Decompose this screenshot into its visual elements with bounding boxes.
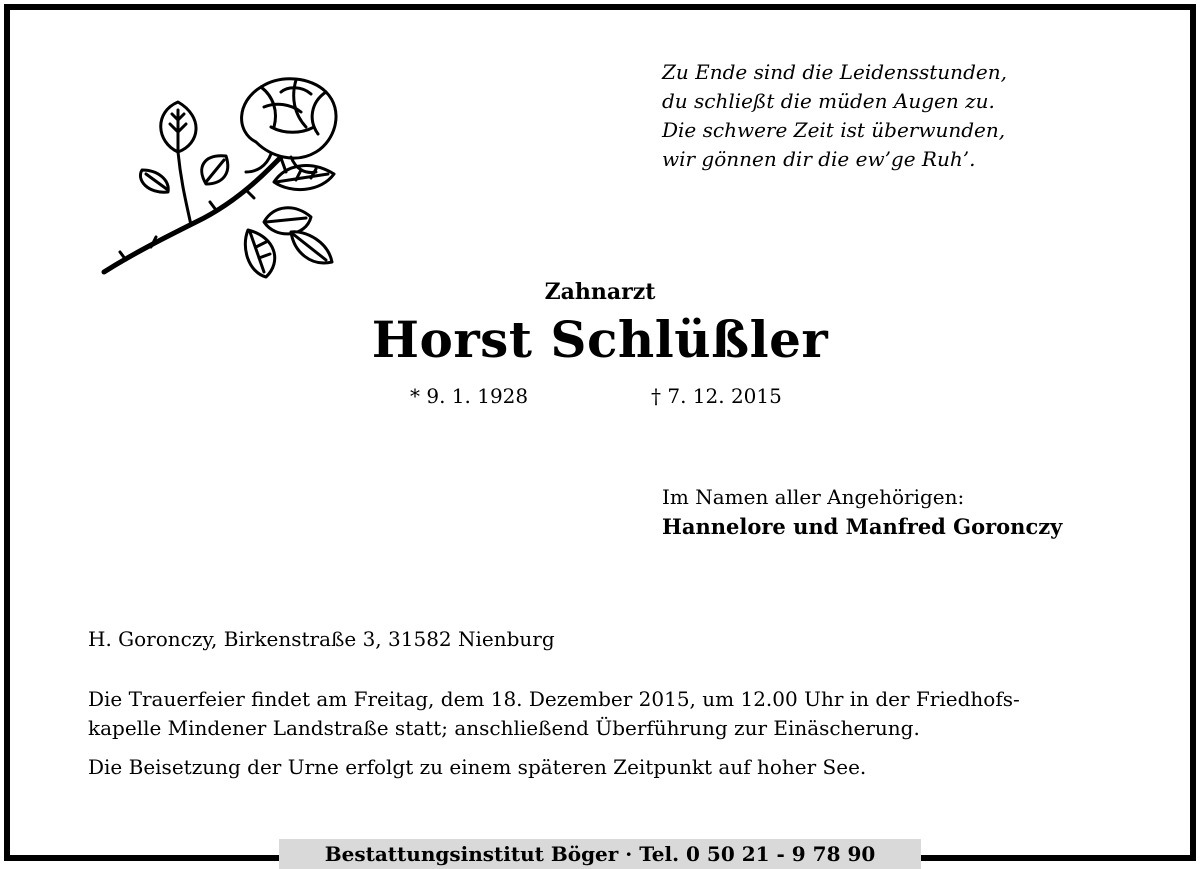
service-line: Die Trauerfeier findet am Freitag, dem 18. Dezember 2015, um 12.00 Uhr in der Friedhofs- [88,687,1020,711]
service-line: kapelle Mindener Landstraße statt; anschließend Überführung zur Einäscherung. [88,716,920,740]
mourners-names: Hannelore und Manfred Goronczy [662,514,1063,539]
poem [662,58,1007,174]
mourners-intro: Im Namen aller Angehörigen: [662,485,965,509]
funeral-home-footer: Bestattungsinstitut Böger · Tel. 0 50 21 - 9 78 90 [279,839,921,869]
service-notice [88,685,1128,743]
contact-address: H. Goronczy, Birkenstraße 3, 31582 Nienburg [88,627,555,651]
burial-notice: Die Beisetzung der Urne erfolgt zu einem späteren Zeitpunkt auf hoher See. [88,755,867,779]
death-date: † 7. 12. 2015 [651,384,782,408]
profession: Zahnarzt [544,279,656,305]
poem-line: Zu Ende sind die Leidensstunden, [662,60,1007,84]
birth-date: * 9. 1. 1928 [410,384,529,408]
poem-line: du schließt die müden Augen zu. [662,89,995,113]
rose-icon [96,72,341,280]
deceased-name: Horst Schlüßler [371,310,829,369]
poem-line: wir gönnen dir die ew’ge Ruh’. [662,147,976,171]
poem-line: Die schwere Zeit ist überwunden, [662,118,1006,142]
